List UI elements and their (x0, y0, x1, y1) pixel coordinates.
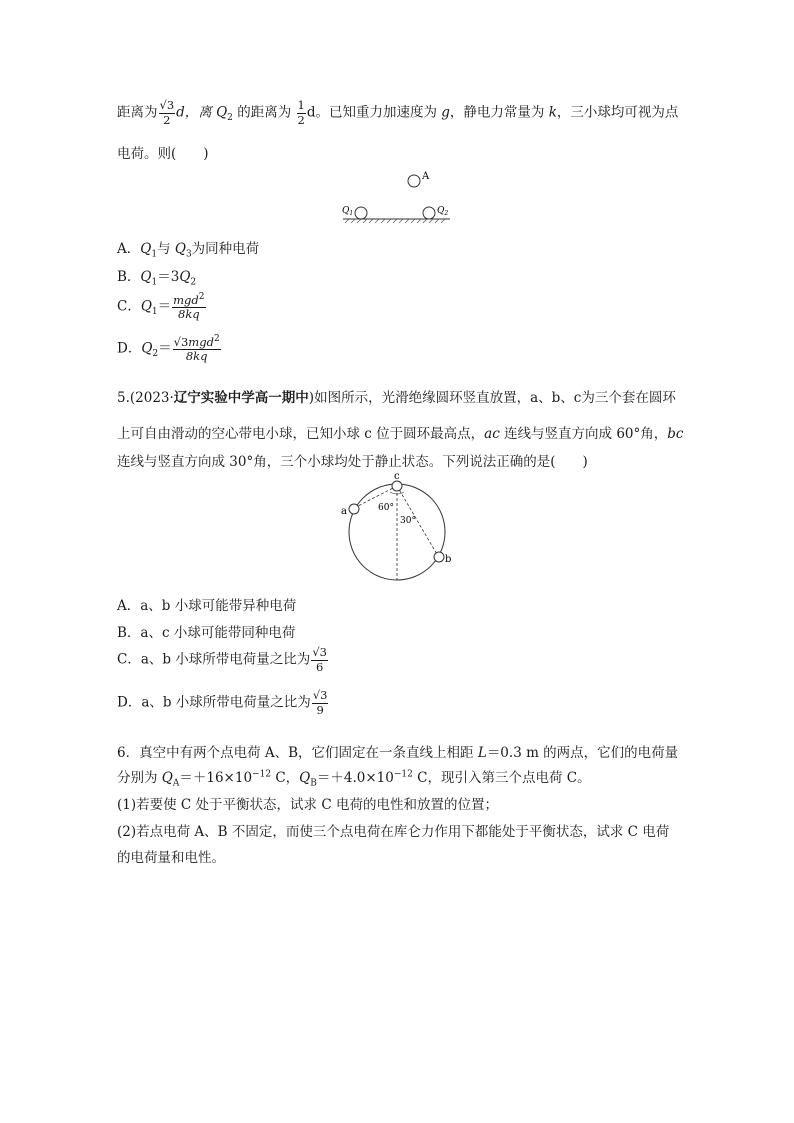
q5-figure (338, 470, 458, 588)
ball-a (408, 175, 420, 187)
ball-b (434, 552, 444, 562)
q6-line1: 6．真空中有两个点电荷 A、B，它们固定在一条直线上相距 L＝0.3 m 的两点，它们的电荷量 (117, 745, 679, 761)
q5-line3: 连线与竖直方向成 30°角，三个小球均处于静止状态。下列说法正确的是( ) (117, 454, 588, 470)
angle-30-label: 30° (400, 516, 416, 526)
q6-sub2-line2: 的电荷量和电性。 (117, 850, 225, 866)
q6-line2: 分别为 $Q_A=+16\times 10^{-12}$ C，$Q_B=+4.0\times 10^{-12}$ C，现引入第三个点电荷 C。 (117, 769, 591, 789)
q5-option-b[interactable]: B．a、c 小球可能带同种电荷 (117, 625, 296, 641)
q5-line2: 上可自由滑动的空心带电小球，已知小球 c 位于圆环最高点，ac 连线与竖直方向成 60°角，bc (117, 426, 684, 442)
q4-option-a[interactable]: A．$Q_1$与 $Q_3$为同种电荷 (117, 241, 260, 260)
ball-a-label: A (422, 171, 430, 182)
q4-figure (335, 166, 455, 228)
ball-q2 (423, 207, 435, 219)
ball-c (392, 481, 402, 491)
angle-60-label: 60° (378, 503, 394, 513)
ball-a-label: a (341, 506, 347, 517)
ground-hatch (345, 219, 445, 223)
q4-option-c[interactable]: C．$Q_1=$ $\frac{mgd^2}{8kq}$ (117, 292, 205, 322)
fraction-sqrt3-over-2: $\frac{√3}{2}$ (159, 98, 175, 127)
q5-line1: 5.(2023·辽宁实验中学高一期中)如图所示，光滑绝缘圆环竖直放置，a、b、c为三个套在圆环 (117, 390, 676, 406)
q6-sub1: (1)若要使 C 处于平衡状态，试求 C 电荷的电性和放置的位置； (117, 797, 498, 813)
ball-b-label: b (445, 554, 452, 565)
q6-sub2-line1: (2)若点电荷 A、B 不固定，而使三个点电荷在库仑力作用下都能处于平衡状态，试求 C 电荷 (117, 824, 670, 840)
ball-q2-label: $Q_2$ (437, 206, 449, 217)
fraction-c: $\frac{mgd^2}{8kq}$ (173, 292, 205, 322)
q5-option-d[interactable]: D．a、b 小球所带电荷量之比为 $\frac{√3}{9}$ (117, 688, 328, 717)
q4-line1: 距离为 $\frac{√3}{2}$ d，离 $Q_2$ 的距离为 $\frac{1}{2}$ d。已知重力加速度为 g，静电力常量为 k，三小球均可视为点 (117, 98, 679, 127)
fraction-d: $\frac{√3mgd^2}{8kq}$ (173, 334, 220, 364)
fraction-1-over-2: $\frac{1}{2}$ (297, 98, 305, 127)
fraction-q5d: $\frac{√3}{9}$ (312, 688, 328, 717)
q5-option-a[interactable]: A．a、b 小球可能带异种电荷 (117, 598, 297, 614)
fraction-q5c: $\frac{√3}{6}$ (312, 645, 327, 674)
ball-q1-label: $Q_1$ (342, 206, 354, 217)
ball-c-label: c (394, 471, 400, 482)
q4-line2: 电荷。则( ) (117, 146, 209, 162)
ball-q1 (355, 207, 367, 219)
q4-option-b[interactable]: B．$Q_1=3Q_2$ (117, 269, 197, 288)
q5-option-c[interactable]: C．a、b 小球所带电荷量之比为 $\frac{√3}{6}$ (117, 645, 327, 674)
q4-option-d[interactable]: D．$Q_2=$ $\frac{√3mgd^2}{8kq}$ (117, 334, 220, 364)
ball-a (349, 504, 359, 514)
